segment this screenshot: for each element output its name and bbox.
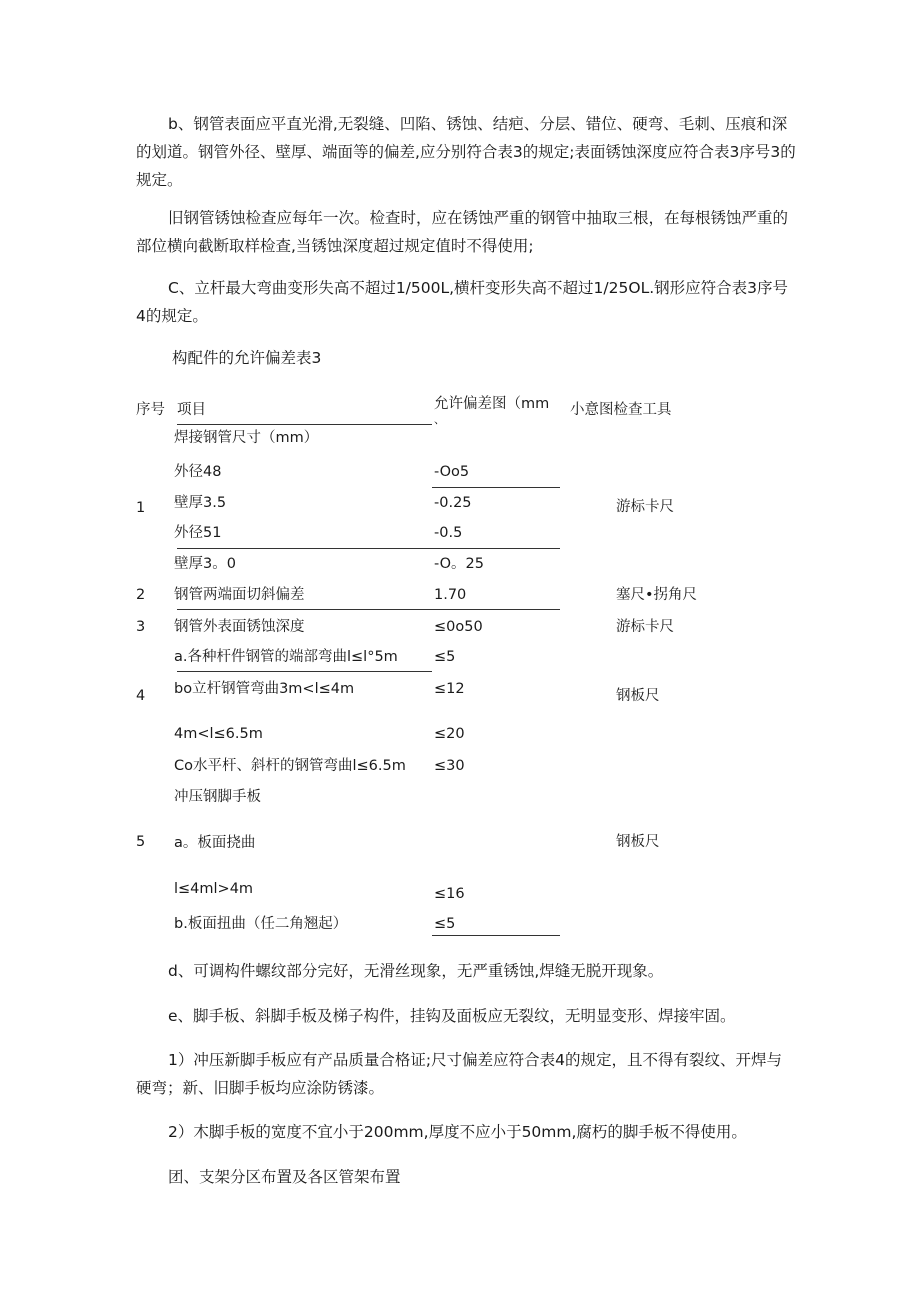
row-number-4: 4 [136, 688, 146, 704]
row-corrosion-deviation: ≤0o50 [434, 619, 483, 635]
header-divider [177, 424, 432, 425]
header-tool: 小意图检查工具 [570, 402, 672, 418]
table-title: 构配件的允许偏差表3 [172, 349, 322, 367]
row-board-deflection-item: a。板面挠曲 [174, 835, 256, 851]
tool-vernier-caliper-1: 游标卡尺 [616, 499, 674, 515]
row-stamped-board-item: 冲压钢脚手板 [174, 789, 261, 805]
row-wall35-deviation: -0.25 [434, 495, 472, 511]
header-no: 序号 [136, 402, 165, 418]
row-end-bend-item: a.各种杆件钢管的端部弯曲l≤l°5m [174, 649, 398, 665]
row-horizontal-bend-item: Co水平杆、斜杆的钢管弯曲l≤6.5m [174, 758, 406, 774]
row-divider [432, 935, 560, 936]
header-deviation-tail: 、 [434, 413, 445, 426]
paragraph-old-pipe-inspection: 旧钢管锈蚀检查应每年一次。检查时，应在锈蚀严重的钢管中抽取三根，在每根锈蚀严重的部位横向截断取样检查,当锈蚀深度超过规定值时不得使用; [136, 209, 789, 255]
row-number-2: 2 [136, 587, 146, 603]
row-board-twist-deviation: ≤5 [434, 916, 456, 932]
header-item: 项目 [177, 402, 206, 418]
row-upright-bend-deviation: ≤12 [434, 681, 465, 697]
row-number-3: 3 [136, 619, 146, 635]
row-divider [177, 609, 560, 610]
paragraph-1: 1）冲压新脚手板应有产品质量合格证;尺寸偏差应符合表4的规定，且不得有裂纹、开焊与硬弯；新、旧脚手板均应涂防锈漆。 [136, 1051, 782, 1097]
row-od51-deviation: -0.5 [434, 525, 463, 541]
tool-vernier-caliper-3: 游标卡尺 [616, 619, 674, 635]
row-divider [177, 671, 432, 672]
row-4to65-deviation: ≤20 [434, 726, 465, 742]
paragraph-2: 2）木脚手板的宽度不宜小于200mm,厚度不应小于50mm,腐朽的脚手板不得使用。 [168, 1123, 747, 1141]
row-corrosion-item: 钢管外表面锈蚀深度 [174, 619, 305, 635]
paragraph-e: e、脚手板、斜脚手板及梯子构件，挂钩及面板应无裂纹，无明显变形、焊接牢固。 [168, 1007, 736, 1025]
row-end-face-deviation: 1.70 [434, 587, 467, 603]
paragraph-c: C、立杆最大弯曲变形失高不超过1/500L,横杆变形失高不超过1/25OL.钢形应符合表3序号4的规定。 [136, 279, 788, 325]
row-od48-deviation: -Oo5 [434, 464, 470, 480]
row-number-5: 5 [136, 834, 146, 850]
row-wall35-item: 壁厚3.5 [174, 495, 227, 511]
row-board-twist-item: b.板面扭曲（任二角翘起） [174, 916, 348, 932]
row-upright-bend-item: bo立杆钢管弯曲3m<l≤4m [174, 681, 355, 697]
row-length-item: l≤4ml>4m [174, 881, 254, 897]
row-welded-pipe-size: 焊接钢管尺寸（mm） [174, 430, 319, 446]
header-deviation: 允许偏差图（mm [434, 396, 550, 412]
row-4to65-item: 4m<l≤6.5m [174, 726, 263, 742]
row-length-deviation: ≤16 [434, 886, 465, 902]
tool-feeler-square: 塞尺•拐角尺 [616, 587, 698, 603]
row-divider [177, 548, 560, 549]
paragraph-b: b、钢管表面应平直光滑,无裂缝、凹陷、锈蚀、结疤、分层、错位、硬弯、毛刺、压痕和深的划道。钢管外径、壁厚、端面等的偏差,应分别符合表3的规定;表面锈蚀深度应符合表3序号3的规定。 [136, 115, 796, 189]
row-wall30-item: 壁厚3。0 [174, 556, 236, 572]
tool-steel-ruler-4: 钢板尺 [616, 688, 660, 704]
row-od48-item: 外径48 [174, 464, 222, 480]
row-number-1: 1 [136, 500, 146, 516]
row-horizontal-bend-deviation: ≤30 [434, 758, 465, 774]
section-heading: 团、支架分区布置及各区管架布置 [168, 1168, 401, 1186]
row-wall30-deviation: -O。25 [434, 556, 484, 572]
row-divider [432, 487, 560, 488]
tool-steel-ruler-5: 钢板尺 [616, 834, 660, 850]
paragraph-d: d、可调构件螺纹部分完好，无滑丝现象，无严重锈蚀,焊缝无脱开现象。 [168, 962, 664, 980]
row-end-face-item: 钢管两端面切斜偏差 [174, 587, 305, 603]
row-end-bend-deviation: ≤5 [434, 649, 456, 665]
row-od51-item: 外径51 [174, 525, 222, 541]
